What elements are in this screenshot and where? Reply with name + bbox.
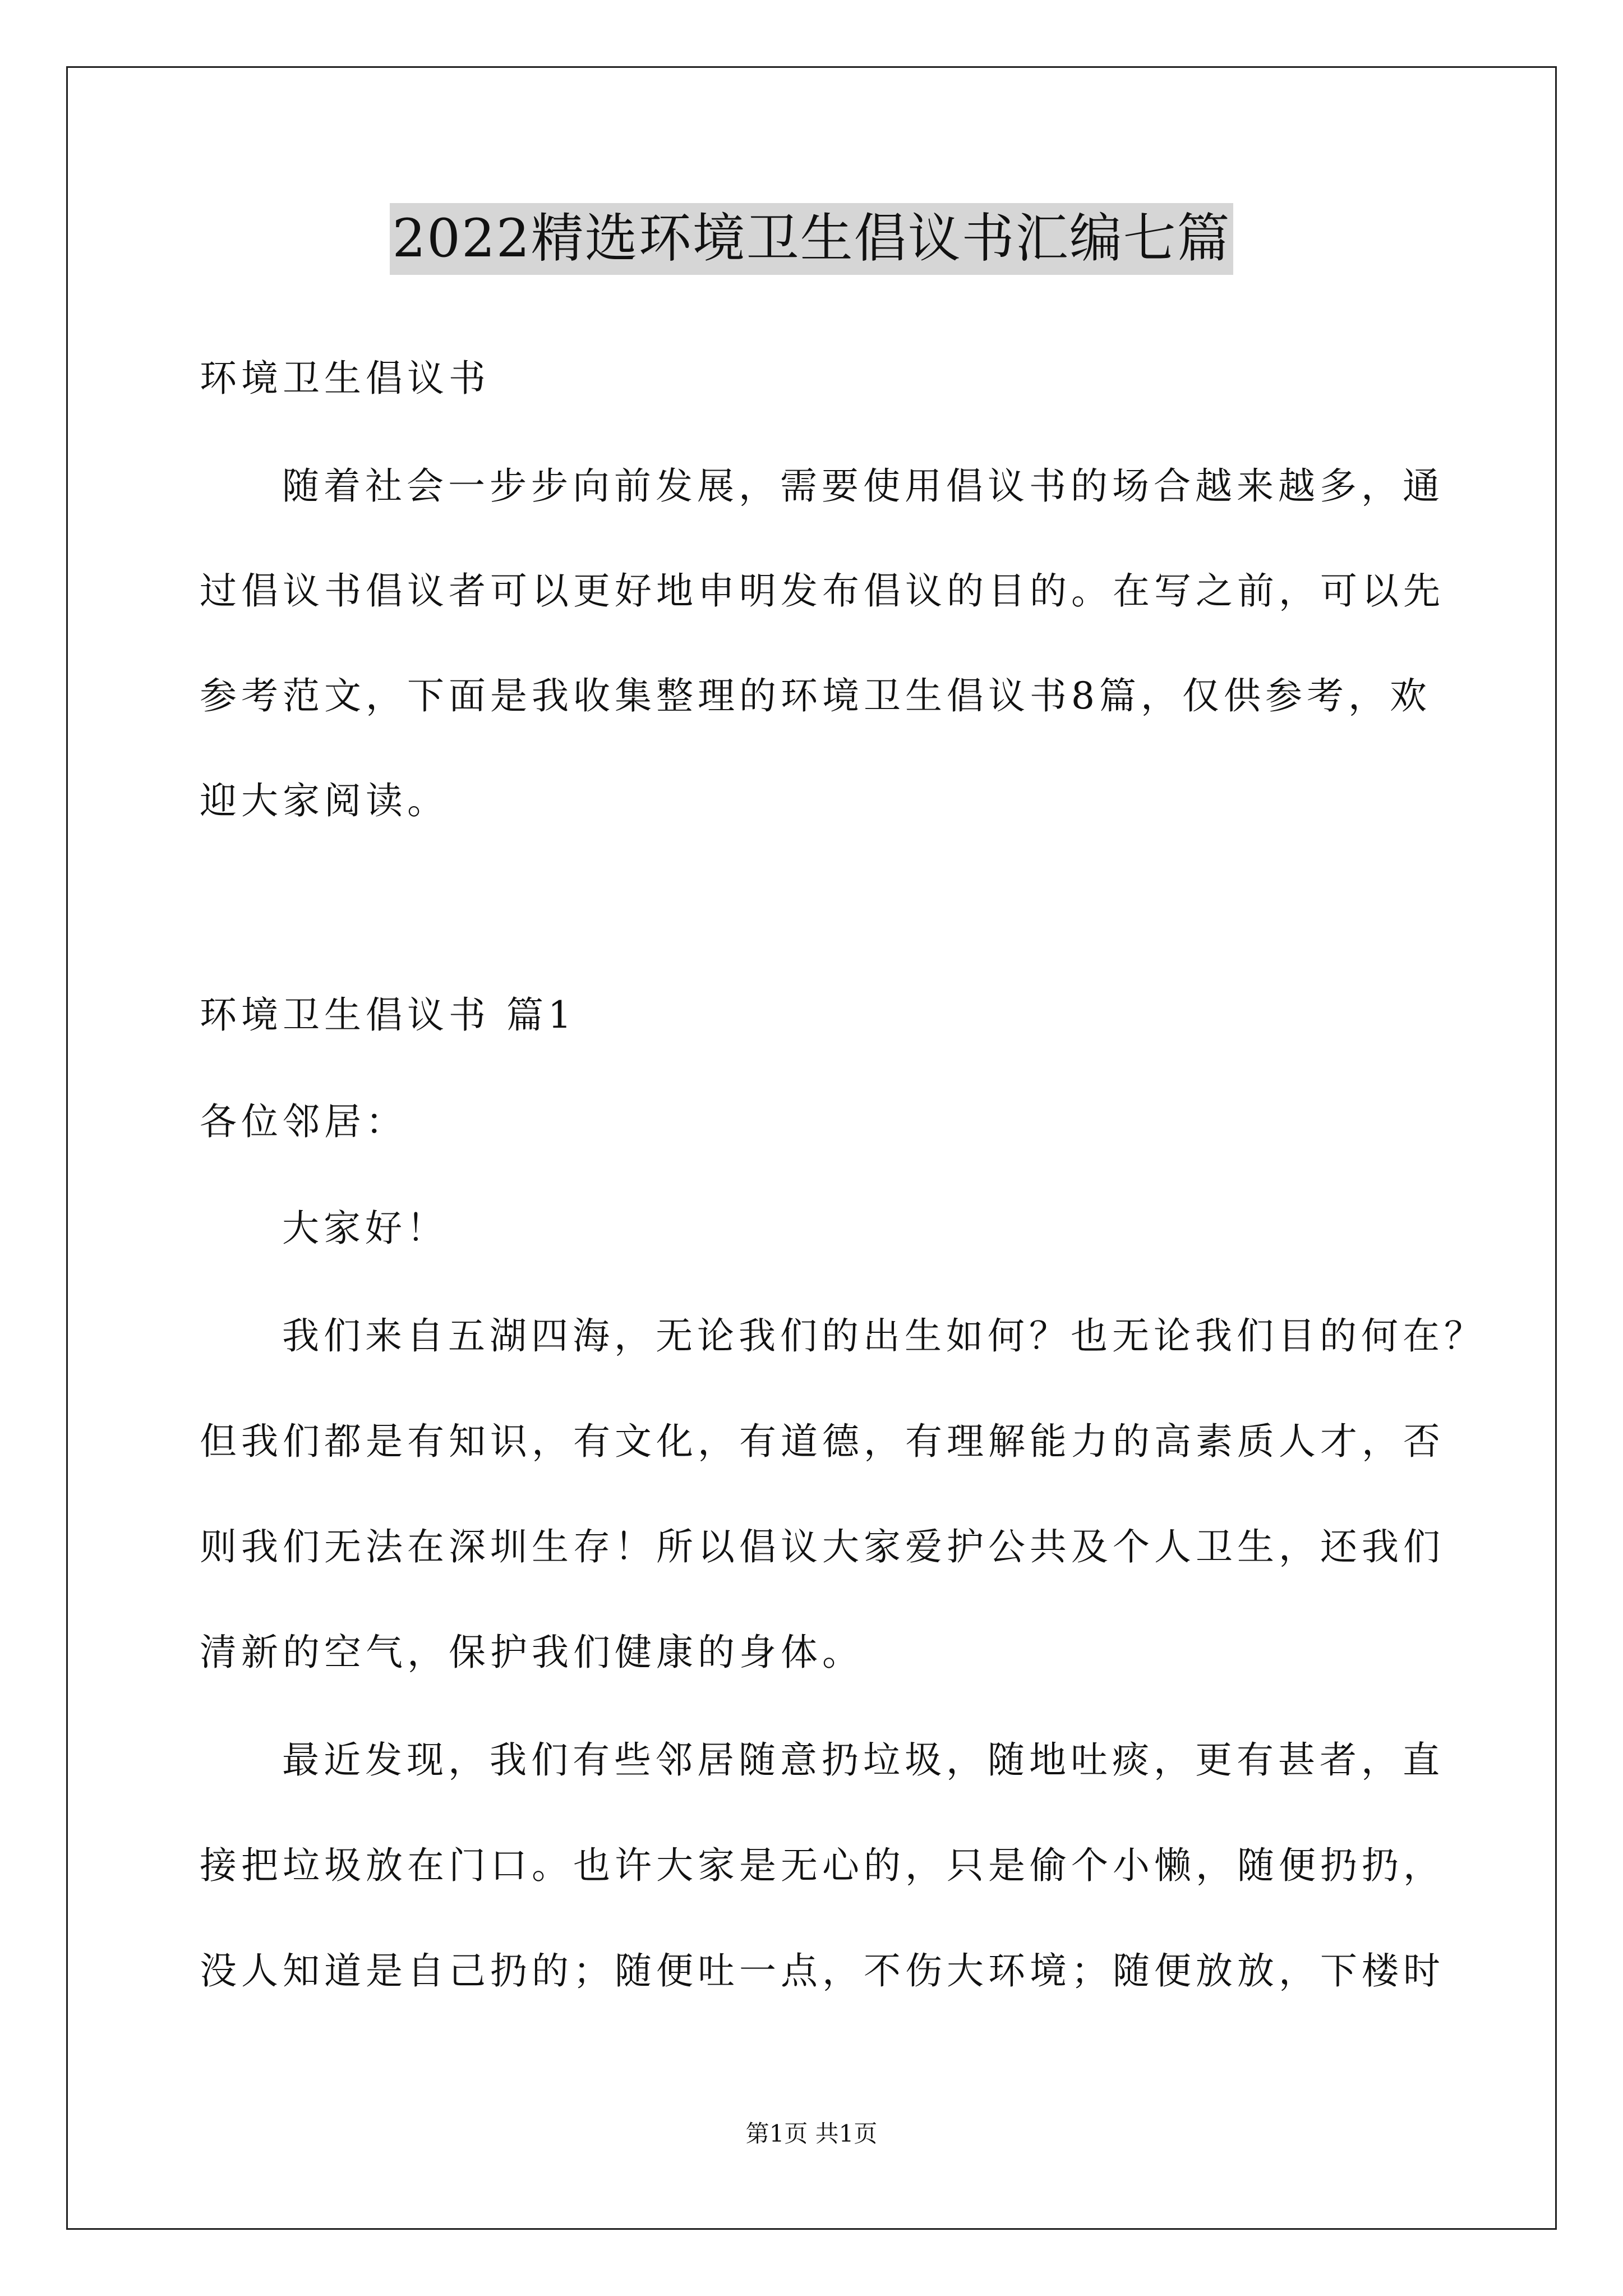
intro-heading: 环境卫生倡议书 <box>200 357 490 400</box>
intro-line: 迎大家阅读。 <box>200 779 449 822</box>
section-heading: 环境卫生倡议书 篇1 <box>200 993 576 1037</box>
paragraph-line: 但我们都是有知识，有文化，有道德，有理解能力的高素质人才，否 <box>200 1420 1445 1463</box>
paragraph-line: 清新的空气，保护我们健康的身体。 <box>200 1631 864 1674</box>
paragraph-line: 没人知道是自己扔的；随便吐一点，不伤大环境；随便放放，下楼时 <box>200 1949 1445 1993</box>
paragraph-line: 接把垃圾放在门口。也许大家是无心的，只是偷个小懒，随便扔扔， <box>200 1844 1445 1887</box>
document-title: 2022精选环境卫生倡议书汇编七篇 <box>390 203 1233 275</box>
intro-line: 参考范文，下面是我收集整理的环境卫生倡议书8篇，仅供参考，欢 <box>200 674 1431 717</box>
paragraph-line: 则我们无法在深圳生存！所以倡议大家爱护公共及个人卫生，还我们 <box>200 1525 1445 1568</box>
title-container <box>0 203 1623 275</box>
paragraph-line: 最近发现，我们有些邻居随意扔垃圾，随地吐痰，更有甚者，直 <box>282 1738 1444 1782</box>
page-footer: 第1页 共1页 <box>745 2120 878 2147</box>
intro-line: 随着社会一步步向前发展，需要使用倡议书的场合越来越多，通 <box>282 464 1444 508</box>
intro-line: 过倡议书倡议者可以更好地申明发布倡议的目的。在写之前，可以先 <box>200 569 1445 613</box>
greeting: 大家好！ <box>282 1207 448 1250</box>
paragraph-line: 我们来自五湖四海，无论我们的出生如何？也无论我们目的何在？ <box>282 1314 1486 1358</box>
salutation: 各位邻居： <box>200 1100 407 1143</box>
